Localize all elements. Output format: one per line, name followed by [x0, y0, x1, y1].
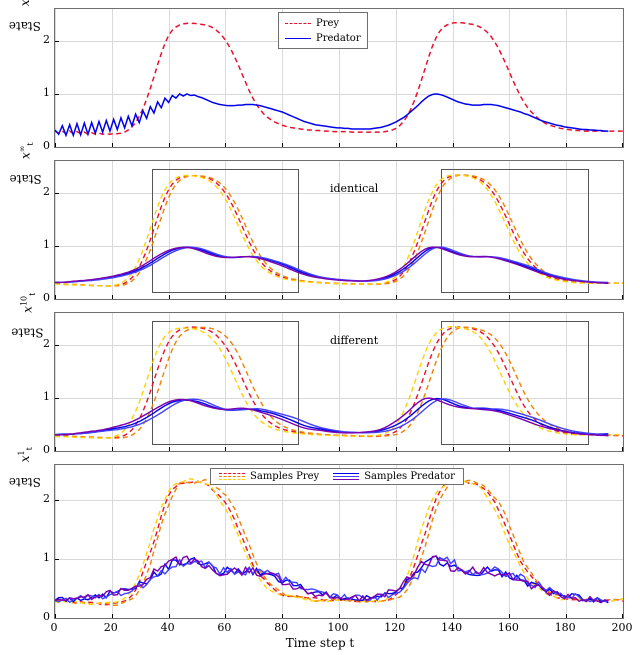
x-tick-label: 40	[160, 621, 175, 634]
gridline-horizontal	[55, 147, 623, 148]
gridline-vertical	[623, 465, 624, 618]
x-tick	[225, 143, 226, 147]
legend-panel-ground-truth	[278, 12, 368, 49]
legend-label-samples-predator: Samples Predator	[364, 471, 455, 482]
x-tick-label: 20	[103, 621, 118, 634]
y-tick-label: 0	[43, 610, 50, 623]
y-tick	[55, 451, 59, 452]
legend-label-predator: Predator	[316, 32, 361, 44]
x-tick	[339, 143, 340, 147]
x-tick-label: 0	[50, 621, 58, 634]
panel-1-sample	[54, 464, 624, 619]
legend-entry-samples-prey	[219, 471, 319, 482]
x-tick	[339, 447, 340, 451]
gridline-vertical	[623, 161, 624, 299]
gridline-horizontal	[55, 451, 623, 452]
series-line	[55, 557, 608, 602]
x-tick	[225, 295, 226, 299]
y-tick-label: 0	[43, 139, 50, 152]
y-tick	[55, 500, 59, 501]
y-tick	[55, 94, 59, 95]
x-tick	[282, 447, 283, 451]
x-tick	[396, 295, 397, 299]
y-tick-label: 1	[43, 551, 50, 565]
x-tick-label: 60	[217, 621, 232, 634]
y-tick-label: 1	[43, 237, 50, 251]
x-tick	[453, 295, 454, 299]
x-tick	[282, 614, 283, 618]
x-tick-label: 100	[327, 621, 349, 634]
y-tick-label: 0	[43, 443, 50, 456]
x-tick	[453, 447, 454, 451]
x-tick	[112, 447, 113, 451]
gridline-vertical	[623, 9, 624, 147]
samples-predator-swatch	[333, 472, 359, 482]
x-tick	[225, 447, 226, 451]
prey-line-swatch	[285, 23, 311, 24]
x-tick	[169, 614, 170, 618]
y-tick-label: 2	[43, 336, 50, 350]
panel-infinite-samples-ylabel: State $x^\infty_t$	[9, 142, 42, 186]
y-tick	[55, 398, 59, 399]
series-line	[55, 247, 608, 282]
legend-panel-1-sample	[210, 468, 464, 485]
annotation-different: different	[330, 334, 379, 347]
y-tick-label: 1	[43, 85, 50, 99]
x-tick-label: 120	[384, 621, 406, 634]
x-tick	[339, 295, 340, 299]
x-tick	[622, 295, 623, 299]
x-tick-label: 80	[274, 621, 289, 634]
panel-ground-truth-ylabel: State x	[8, 0, 41, 34]
y-tick-label: 0	[43, 291, 50, 304]
y-tick	[55, 147, 59, 148]
annotation-identical: identical	[330, 182, 379, 195]
y-tick	[55, 246, 59, 247]
samples-prey-swatch	[219, 472, 245, 482]
x-tick-label: 140	[441, 621, 463, 634]
x-tick-label: 200	[611, 621, 633, 634]
legend-entry-samples-predator	[333, 471, 455, 482]
x-tick	[509, 447, 510, 451]
x-tick	[622, 143, 623, 147]
panel-10-samples	[54, 312, 624, 452]
gridline-horizontal	[55, 299, 623, 300]
x-tick	[509, 295, 510, 299]
series-canvas	[55, 465, 623, 618]
y-tick	[55, 618, 59, 619]
x-tick	[509, 143, 510, 147]
series-line	[55, 94, 608, 135]
panel-10-samples-ylabel: State $x^{10}_t$	[11, 292, 44, 340]
x-tick	[509, 614, 510, 618]
legend-label-samples-prey: Samples Prey	[250, 471, 320, 482]
x-tick	[112, 143, 113, 147]
x-tick	[169, 295, 170, 299]
x-tick	[453, 143, 454, 147]
x-axis-title: Time step t	[285, 636, 355, 650]
x-tick	[566, 143, 567, 147]
y-tick	[55, 345, 59, 346]
y-tick	[55, 193, 59, 194]
y-tick-label: 1	[43, 389, 50, 403]
y-tick	[55, 41, 59, 42]
x-tick	[112, 295, 113, 299]
x-tick	[225, 614, 226, 618]
x-tick	[566, 614, 567, 618]
y-tick	[55, 559, 59, 560]
y-tick-label: 2	[43, 32, 50, 46]
x-tick	[396, 614, 397, 618]
gridline-horizontal	[55, 618, 623, 619]
x-tick	[112, 614, 113, 618]
legend-label-prey: Prey	[316, 17, 340, 29]
x-tick	[282, 143, 283, 147]
x-tick	[396, 143, 397, 147]
gridline-vertical	[623, 313, 624, 451]
x-tick	[169, 447, 170, 451]
y-tick	[55, 299, 59, 300]
x-tick-label: 160	[497, 621, 519, 634]
legend-entry-prey	[285, 16, 361, 30]
x-tick	[453, 614, 454, 618]
predator-line-swatch	[285, 38, 311, 39]
x-tick	[282, 295, 283, 299]
x-tick-label: 180	[554, 621, 576, 634]
x-tick	[566, 295, 567, 299]
x-tick	[622, 447, 623, 451]
x-tick	[169, 143, 170, 147]
x-tick	[396, 447, 397, 451]
panel-1-sample-ylabel: State $x^1_t$	[8, 447, 41, 490]
y-tick-label: 2	[43, 184, 50, 198]
panel-infinite-samples	[54, 160, 624, 300]
x-tick	[566, 447, 567, 451]
x-tick	[339, 614, 340, 618]
legend-entry-predator	[285, 31, 361, 45]
y-tick-label: 2	[43, 492, 50, 506]
x-tick	[622, 614, 623, 618]
